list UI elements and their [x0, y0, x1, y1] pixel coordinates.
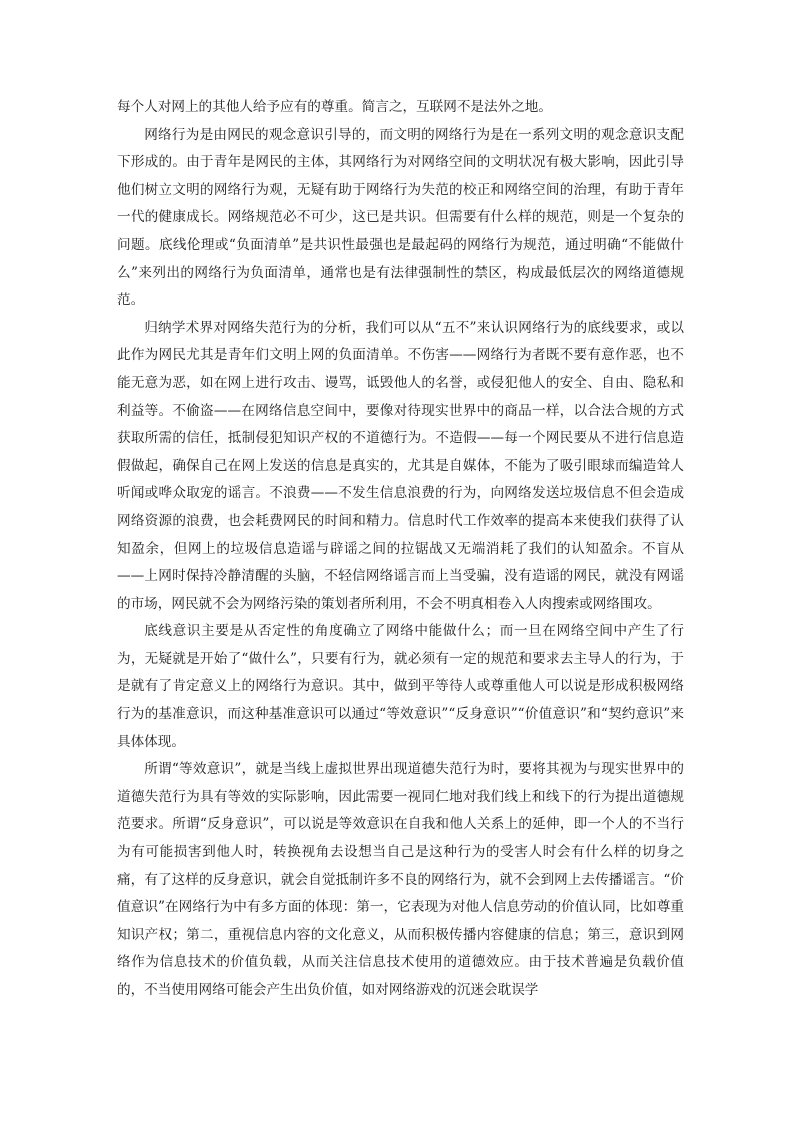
paragraph-3: 归纳学术界对网络失范行为的分析，我们可以从“五不”来认识网络行为的底线要求，或以此作为网民尤其是青年们文明上网的负面清单。不伤害——网络行为者既不要有意作恶，也不能无意为恶，如在网上进行攻击、谩骂，诋毁他人的名誉，或侵犯他人的安全、自由、隐私和利益等。不偷盗——在网络信息空间中，要像对待现实世界中的商品一样，以合法合规的方式获取所需的信任，抵制侵犯知识产权的不道德行为。不造假——每一个网民要从不进行信息造假做起，确保自己在网上发送的信息是真实的，尤其是自媒体，不能为了吸引眼球而编造耸人听闻或哗众取宠的谣言。不浪费——不发生信息浪费的行为，向网络发送垃圾信息不但会造成网络资源的浪费，也会耗费网民的时间和精力。信息时代工作效率的提高本来使我们获得了认知盈余，但网上的垃圾信息造谣与辟谣之间的拉锯战又无端消耗了我们的认知盈余。不盲从——上网时保持冷静清醒的头脑，不轻信网络谣言而上当受骗，没有造谣的网民，就没有网谣的市场，网民就不会为网络污染的策划者所利用，不会不明真相卷入人肉搜索或网络围攻。 — [117, 319, 684, 612]
paragraph-4: 底线意识主要是从否定性的角度确立了网络中能做什么；而一旦在网络空间中产生了行为，无疑就是开始了“做什么”，只要有行为，就必须有一定的规范和要求去主导人的行为，于是就有了肯定意义上的网络行为意识。其中，做到平等待人或尊重他人可以说是形成积极网络行为的基准意识，而这种基准意识可以通过“等效意识”“反身意识”“价值意识”和“契约意识”来具体体现。 — [117, 623, 684, 750]
paragraph-1: 每个人对网上的其他人给予应有的尊重。简言之，互联网不是法外之地。 — [117, 99, 552, 115]
paragraph-2: 网络行为是由网民的观念意识引导的，而文明的网络行为是在一系列文明的观念意识支配下形成的。由于青年是网民的主体，其网络行为对网络空间的文明状况有极大影响，因此引导他们树立文明的网络行为观，无疑有助于网络行为失范的校正和网络空间的治理，有助于青年一代的健康成长。网络规范必不可少，这已是共识。但需要有什么样的规范，则是一个复杂的问题。底线伦理或“负面清单”是共识性最强也是最起码的网络行为规范，通过明确“不能做什么”来列出的网络行为负面清单，通常也是有法律强制性的禁区，构成最低层次的网络道德规范。 — [117, 126, 684, 309]
paragraph-5: 所谓“等效意识”，就是当线上虚拟世界出现道德失范行为时，要将其视为与现实世界中的道德失范行为具有等效的实际影响，因此需要一视同仁地对我们线上和线下的行为提出道德规范要求。所谓“反身意识”，可以说是等效意识在自我和他人关系上的延伸，即一个人的不当行为有可能损害到他人时，转换视角去设想当自己是这种行为的受害人时会有什么样的切身之痛，有了这样的反身意识，就会自觉抵制许多不良的网络行为，就不会到网上去传播谣言。“价值意识”在网络行为中有多方面的体现：第一，它表现为对他人信息劳动的价值认同，比如尊重知识产权；第二，重视信息内容的文化意义，从而积极传播内容健康的信息；第三，意识到网络作为信息技术的价值负载，从而关注信息技术使用的道德效应。由于技术普遍是负载价值的，不当使用网络可能会产生出负价值，如对网络游戏的沉迷会耽误学 — [117, 761, 684, 998]
